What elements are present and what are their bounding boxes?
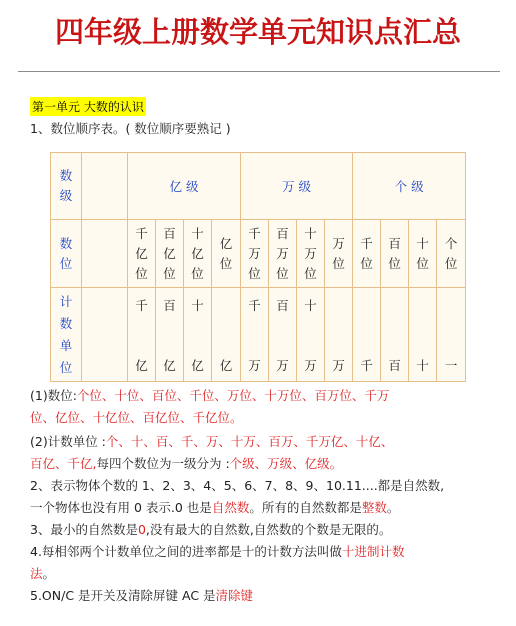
row-label-level [51, 153, 82, 220]
place-list-line-2: 位、亿位、十亿位、百亿位、千亿位。 [30, 410, 243, 425]
row-label-char: 数 [59, 235, 73, 251]
decimal-system-line-1: 4.每相邻两个计数单位之间的进率都是十的计数方法叫做十进制计数 [30, 544, 405, 559]
level-ge: 个 级 [353, 153, 466, 220]
place-cell: 千 万 位 [241, 220, 269, 288]
level-wan: 万 级 [241, 153, 353, 220]
place-cell: 百 万 位 [269, 220, 297, 288]
place-cell: 十 万 位 [297, 220, 325, 288]
decimal-system-line-2: 法。 [30, 566, 56, 581]
place-cell: 十 位 [409, 220, 437, 288]
unit-cell: 百 万 [269, 288, 297, 382]
row-label-char: 数 [59, 168, 73, 183]
unit-cell: 千 [353, 288, 381, 382]
level-yi: 亿 级 [128, 153, 241, 220]
row-label-place [51, 220, 82, 288]
page-title: 四年级上册数学单元知识点汇总 [54, 15, 461, 49]
blank-cell [82, 288, 128, 382]
place-cell: 万 位 [325, 220, 353, 288]
unit-cell: 千 亿 [128, 288, 156, 382]
place-cell: 亿 位 [212, 220, 241, 288]
natural-number-line-2: 一个物体也没有用 0 表示.0 也是自然数。所有的自然数都是整数。 [30, 500, 400, 515]
place-cell: 千 亿 位 [128, 220, 156, 288]
natural-number-line-1: 2、表示物体个数的 1、2、3、4、5、6、7、8、9、10.11....都是自然数, [30, 478, 445, 493]
row-label-char: 计 [59, 293, 73, 309]
unit-cell: 一 [437, 288, 466, 382]
place-value-table [50, 152, 466, 382]
unit-cell: 十 万 [297, 288, 325, 382]
place-cell: 百 亿 位 [156, 220, 184, 288]
place-list-line-1: (1)数位:个位、十位、百位、千位、万位、十万位、百万位、千万 [30, 388, 390, 403]
unit-cell: 十 亿 [184, 288, 212, 382]
level-row [51, 153, 466, 220]
place-cell: 百 位 [381, 220, 409, 288]
place-cell: 千 位 [353, 220, 381, 288]
unit-cell: 百 [381, 288, 409, 382]
item-1-text: 1、数位顺序表。( 数位顺序要熟记 ) [30, 121, 231, 136]
unit-cell: 亿 [212, 288, 241, 382]
place-cell: 个 位 [437, 220, 466, 288]
unit-list-line-2: 百亿、千亿,每四个数位为一级分为 :个级、万级、亿级。 [30, 456, 343, 471]
unit-heading: 第一单元 大数的认识 [30, 97, 146, 116]
unit-row [51, 288, 466, 382]
row-label-unit [51, 288, 82, 382]
row-label-char: 级 [59, 188, 73, 203]
unit-cell: 万 [325, 288, 353, 382]
place-row [51, 220, 466, 288]
blank-cell [82, 220, 128, 288]
smallest-number-line: 3、最小的自然数是0,没有最大的自然数,自然数的个数是无限的。 [30, 522, 392, 537]
unit-cell: 千 万 [241, 288, 269, 382]
unit-cell: 百 亿 [156, 288, 184, 382]
calculator-keys-line: 5.ON/C 是开关及清除屏键 AC 是清除键 [30, 588, 254, 603]
blank-cell [82, 153, 128, 220]
place-cell: 十 亿 位 [184, 220, 212, 288]
row-label-char: 位 [59, 359, 73, 375]
unit-list-line-1: (2)计数单位 :个、十、百、千、万、十万、百万、千万亿、十亿、 [30, 434, 394, 449]
row-label-char: 位 [59, 255, 73, 271]
unit-cell: 十 [409, 288, 437, 382]
row-label-char: 数 [59, 315, 73, 331]
title-divider [18, 71, 500, 72]
row-label-char: 单 [59, 337, 73, 353]
